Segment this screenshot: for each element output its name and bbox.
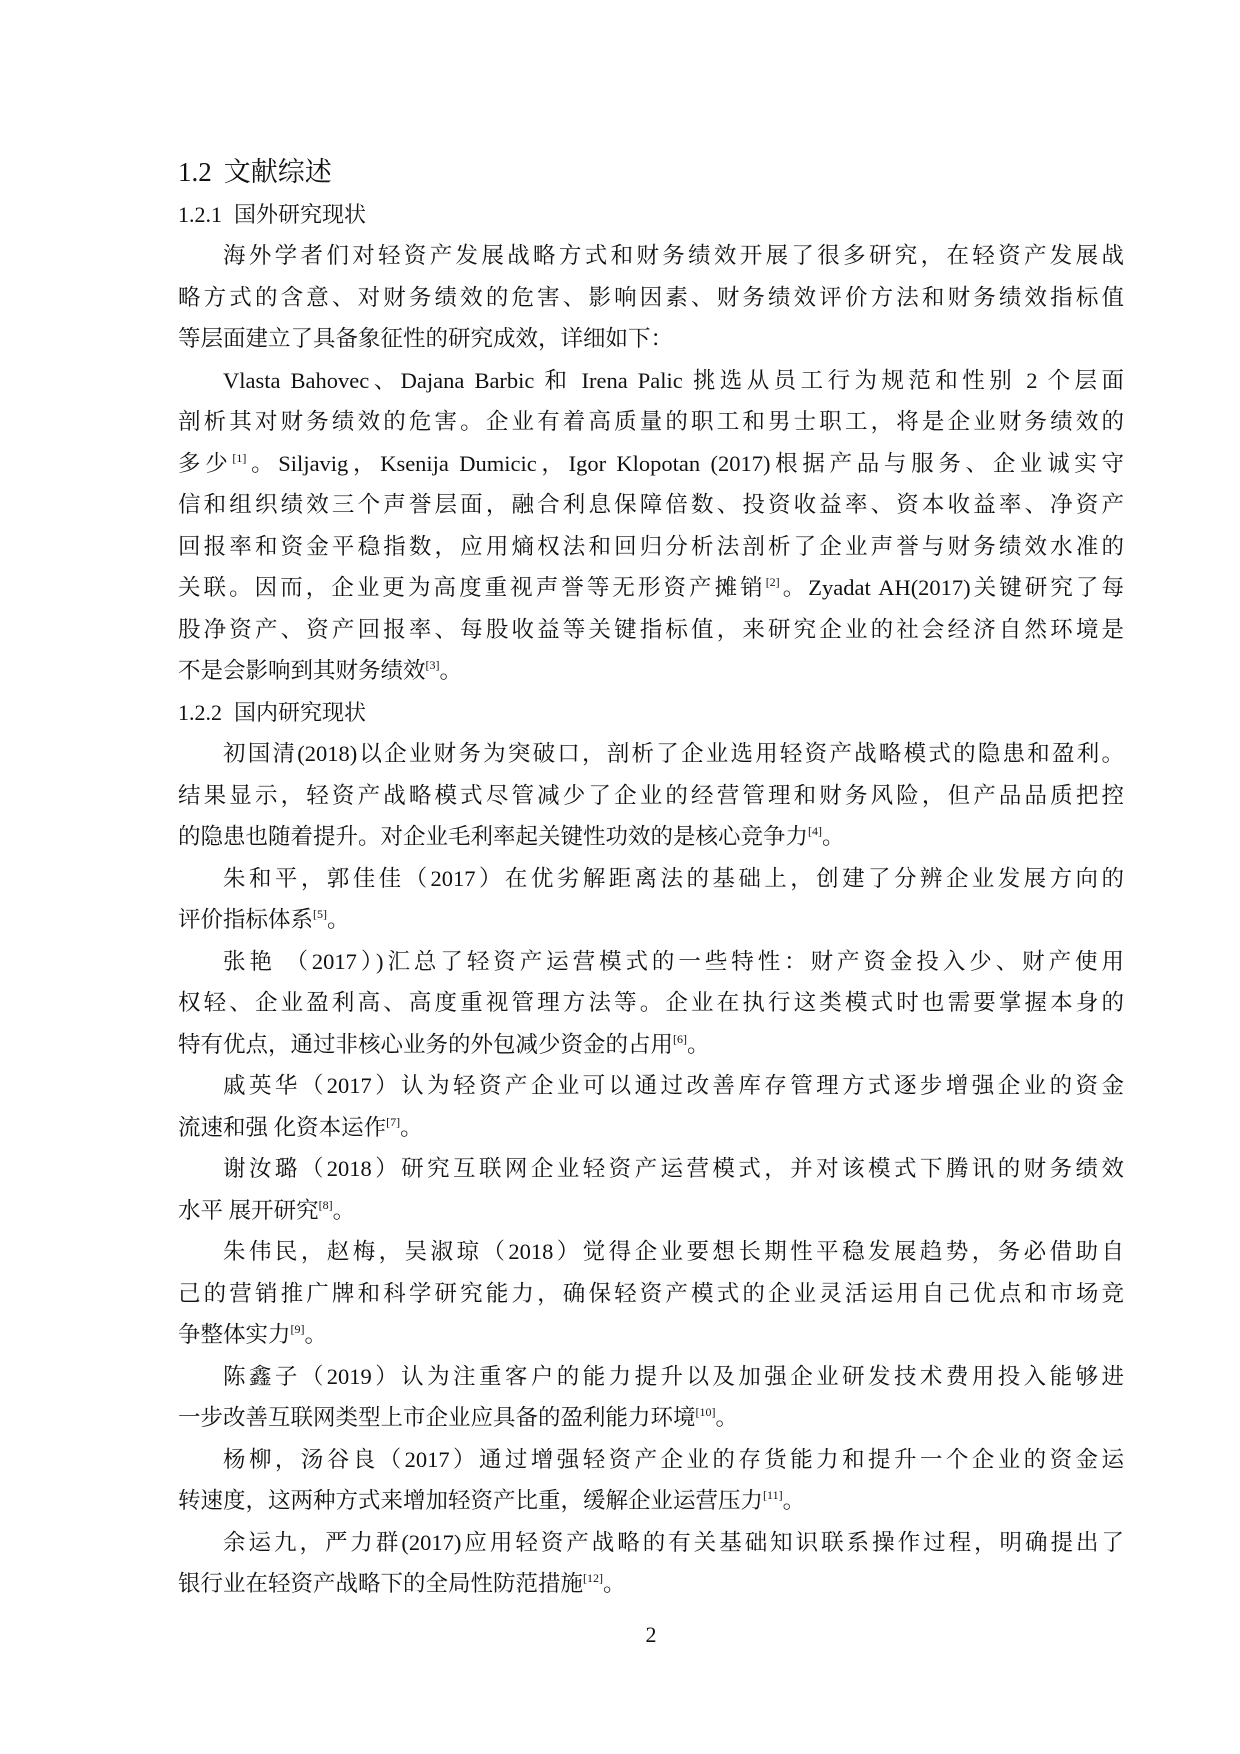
page-number: 2 [645,1622,657,1647]
paragraph [178,1065,1124,1148]
text-run: 特有优点，通过非核心业务的外包减少资金的占用 [178,1031,674,1057]
text-line [178,1314,1124,1356]
text-line [178,1522,1124,1564]
citation-ref: [6] [673,1031,688,1046]
text-run: 等层面建立了具备象征性的研究成效，详细如下： [178,326,674,351]
text-run: 评价指标体系 [178,907,314,932]
text-line [178,318,1124,360]
citation-ref: [9] [290,1322,305,1336]
text-run: 流速和强 化资本运作 [178,1114,387,1140]
heading-title: 国外研究现状 [234,201,367,227]
text-line [178,1148,1124,1190]
text-run: 朱伟民，赵梅，吴淑琼（2018）觉得企业要想长期性平稳发展趋势，务必借助自 [223,1239,1124,1264]
citation-ref: [3] [425,658,440,672]
text-run: 。 [327,907,350,932]
heading-title: 国内研究现状 [234,699,367,725]
text-line [178,1273,1124,1315]
citation-ref: [11] [763,1488,783,1502]
text-run: 陈鑫子（2019）认为注重客户的能力提升以及加强企业研发技术费用投入能够进 [223,1363,1124,1389]
citation-ref: [1] [232,450,247,465]
paragraph [178,1439,1124,1522]
text-line [178,941,1124,983]
text-run: 一步改善互联网类型上市企业应具备的盈利能力环境 [178,1405,696,1430]
heading-number: 1.2.2 [178,699,222,725]
text-run: 朱和平，郭佳佳（2017）在优劣解距离法的基础上，创建了分辨企业发展方向的 [223,865,1124,891]
text-line [178,816,1124,858]
text-run: 剖析其对财务绩效的危害。企业有着高质量的职工和男士职工，将是企业财务绩效的 [178,409,1124,434]
text-run: 关联。因而，企业更为高度重视声誉等无形资产摊销 [178,575,766,600]
text-run: 张艳 （2017）)汇总了轻资产运营模式的一些特性：财产资金投入少、财产使用 [223,948,1124,974]
text-line [178,1024,1124,1066]
text-line [178,526,1124,568]
text-run: 信和组织绩效三个声誉层面，融合利息保障倍数、投资收益率、资本收益率、净资产 [178,492,1124,517]
heading-number: 1.2 [178,157,212,187]
text-run: 戚英华（2017）认为轻资产企业可以通过改善库存管理方式逐步增强企业的资金 [223,1073,1124,1098]
text-run: 。 [782,1488,806,1513]
text-run: 结果显示，轻资产战略模式尽管减少了企业的经营管理和财务风险，但产品品质把控 [178,782,1124,808]
text-line [178,775,1124,817]
paragraph [178,1231,1124,1356]
text-line [178,1563,1124,1605]
paragraph [178,235,1124,360]
text-line [178,733,1124,775]
text-line [178,1190,1124,1232]
text-run: 转速度，这两种方式来增加轻资产比重，缓解企业运营压力 [178,1488,764,1513]
text-run: 水平 展开研究 [178,1197,319,1223]
text-run: 略方式的含意、对财务绩效的危害、影响因素、财务绩效评价方法和财务绩效指标值 [178,284,1124,310]
paragraph [178,1356,1124,1439]
text-line [178,484,1124,526]
citation-ref: [8] [318,1197,333,1212]
text-run: 不是会影响到其财务绩效 [178,658,426,683]
subsection-heading [178,692,1124,734]
paragraph [178,733,1124,858]
text-line [178,899,1124,941]
text-line [178,982,1124,1024]
text-line [178,1107,1124,1149]
paragraph [178,360,1124,692]
citation-ref: [7] [386,1114,401,1129]
document-body [178,152,1124,1605]
heading-number: 1.2.1 [178,201,222,227]
paragraph [178,941,1124,1066]
text-line [178,650,1124,692]
text-run: 己的营销推广牌和科学研究能力，确保轻资产模式的企业灵活运用自己优点和市场竞 [178,1280,1124,1306]
text-run: 的隐患也随着提升。对企业毛利率起关键性功效的是核心竞争力 [178,824,809,849]
paragraph [178,1148,1124,1231]
text-run: 余运九，严力群(2017)应用轻资产战略的有关基础知识联系操作过程，明确提出了 [223,1529,1124,1555]
text-run: 回报率和资金平稳指数，应用熵权法和回归分析法剖析了企业声誉与财务绩效水准的 [178,533,1124,559]
text-line [178,858,1124,900]
text-line [178,1397,1124,1439]
text-run: 。Siljavig，Ksenija Dumicic，Igor Klopotan (2017)根据产品与服务、企业诚实守 [246,450,1124,476]
text-line [178,401,1124,443]
text-run: 。 [822,824,845,849]
text-line [178,1065,1124,1107]
text-line [178,443,1124,485]
text-line [178,235,1124,277]
citation-ref: [12] [583,1571,604,1585]
text-line [178,1356,1124,1398]
text-run: 银行业在轻资产战略下的全局性防范措施 [178,1571,584,1596]
text-run: 。 [603,1571,626,1596]
text-run: 杨柳，汤谷良（2017）通过增强轻资产企业的存货能力和提升一个企业的资金运 [223,1446,1124,1472]
text-run: 权轻、企业盈利高、高度重视管理方法等。企业在执行这类模式时也需要掌握本身的 [178,990,1124,1015]
text-run: 。 [439,658,463,683]
text-run: 股净资产、资产回报率、每股收益等关键指标值，来研究企业的社会经济自然环境是 [178,616,1124,642]
text-line [178,1231,1124,1273]
text-run: 。 [715,1405,739,1430]
text-run: 争整体实力 [178,1322,291,1347]
text-run: 。 [400,1114,423,1140]
subsection-heading [178,194,1124,236]
paragraph [178,1522,1124,1605]
citation-ref: [5] [313,907,328,921]
text-run: 。 [332,1197,356,1223]
text-line [178,1439,1124,1481]
section-heading [178,152,1124,194]
text-line [178,360,1124,402]
heading-title: 文献综述 [223,157,332,187]
text-run: 。Zyadat AH(2017)关键研究了每 [779,575,1124,600]
paragraph [178,858,1124,941]
text-run: 。 [304,1322,328,1347]
text-run: 初国清(2018)以企业财务为突破口，剖析了企业选用轻资产战略模式的隐患和盈利。 [223,741,1124,766]
citation-ref: [2] [765,575,780,589]
text-line [178,567,1124,609]
citation-ref: [10] [695,1405,716,1419]
text-run: 谢汝璐（2018）研究互联网企业轻资产运营模式，并对该模式下腾讯的财务绩效 [223,1156,1124,1181]
text-run: 多少 [178,450,233,476]
text-line [178,277,1124,319]
text-line [178,609,1124,651]
text-run: 。 [687,1031,710,1057]
text-run: Vlasta Bahovec、Dajana Barbic 和 Irena Palic 挑选从员工行为规范和性别 2 个层面 [223,367,1124,393]
text-line [178,1480,1124,1522]
citation-ref: [4] [808,824,823,838]
text-run: 海外学者们对轻资产发展战略方式和财务绩效开展了很多研究，在轻资产发展战 [223,243,1124,268]
